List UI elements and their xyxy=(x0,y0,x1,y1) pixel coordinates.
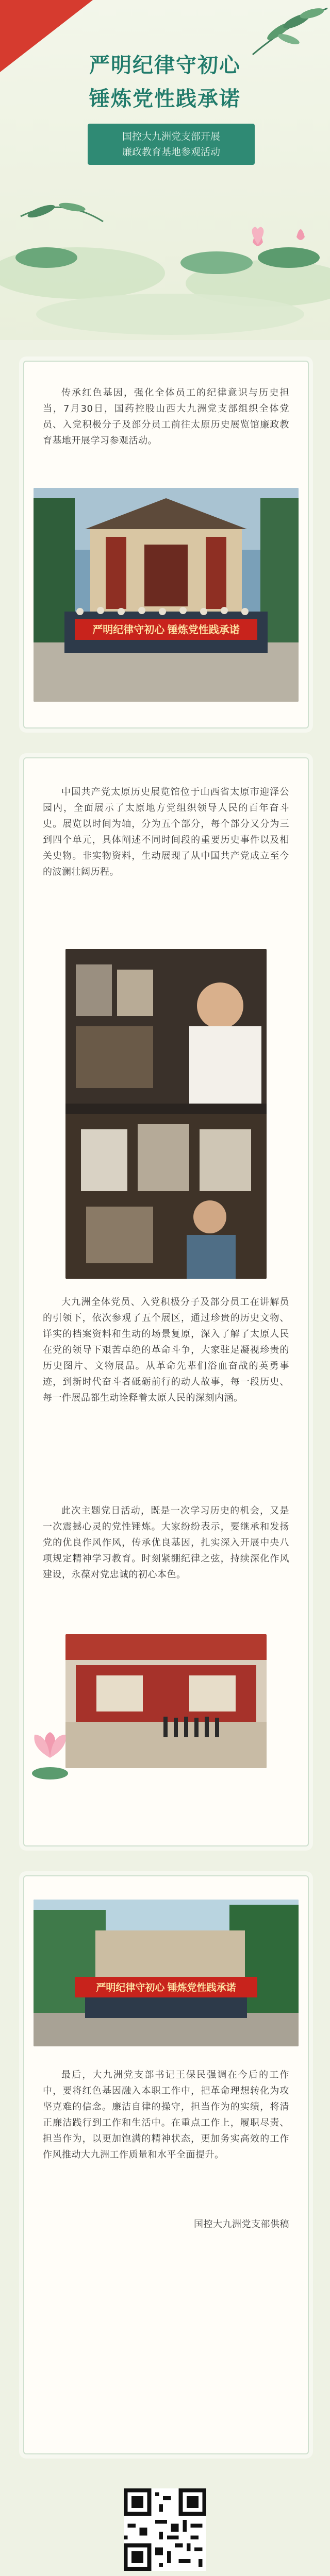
body-paragraph-2: 大九洲全体党员、入党积极分子及部分员工在讲解员的引领下，依次参观了五个展区，通过珍贵的历史文物、详实的档案资料和生动的场景复原，深入了解了太原人民在党的领导下艰苦卓绝的革命斗争，大家驻足凝视珍贵的历史图片、文物展品。从革命先辈们浴血奋战的英勇事迹，到新时代奋斗者砥砺前行的动人故事，每一段历史、每一件展品都生动诠释着太原人民的深刻内涵。 xyxy=(43,1297,289,1403)
group-photo-1-image xyxy=(34,488,299,702)
group-photo-2-image xyxy=(34,1900,299,2046)
page-title-line2: 锤炼党性践承诺 xyxy=(89,87,241,110)
exhibition-hall-image xyxy=(65,1634,267,1768)
subtitle-line1: 国控大九洲党支部开展 xyxy=(122,131,220,142)
lotus-pond-illustration xyxy=(0,185,330,340)
exhibit-photo-image xyxy=(65,949,267,1279)
subtitle-line2: 廉政教育基地参观活动 xyxy=(122,146,220,158)
subtitle-box xyxy=(88,124,255,165)
intro-paragraph: 传承红色基因，强化全体员工的纪律意识与历史担当，7月30日，国药控股山西大九洲党支部组织全体党员、入党积极分子及部分员工前往太原历史展览馆廉政教育基地开展学习参观活动。 xyxy=(43,387,289,446)
exhibit-photo xyxy=(65,949,267,1279)
closing-card xyxy=(23,1875,309,2454)
lotus-flower-icon xyxy=(29,1727,76,1789)
group-photo-1 xyxy=(34,488,299,702)
group-photo-2 xyxy=(34,1900,299,2046)
header-banner xyxy=(0,0,330,340)
intro-card xyxy=(23,361,309,728)
closing-paragraph: 最后，大九洲党支部书记王保民强调在今后的工作中，要将红色基因融入本职工作中，把革命理想转化为攻坚克难的信念。廉洁自律的操守，担当作为的实绩，将清正廉洁践行到工作和生活中。在重点工作上，履职尽责、担当作为，以更加饱满的精神状态，更加务实高效的工作作风推动大九洲工作质量和水平全面提升。 xyxy=(43,2070,289,2160)
qr-code-icon xyxy=(124,2488,206,2571)
banner-text-1: 严明纪律守初心 锤炼党性践承诺 xyxy=(92,624,240,636)
content-card xyxy=(23,757,309,1846)
page-title-line1: 严明纪律守初心 xyxy=(89,54,241,77)
body-paragraph-3: 此次主题党日活动，既是一次学习历史的机会，又是一次震撼心灵的党性锤炼。大家纷纷表示，要继承和发扬党的优良作风作风，传承优良基因，扎实深入开展中央八项规定精神学习教育。时刻紧绷纪律之弦，持续深化作风建设，永葆对党忠诚的初心本色。 xyxy=(43,1505,289,1580)
signature: 国控大九洲党支部供稿 xyxy=(194,2219,289,2230)
banner-text-2: 严明纪律守初心 锤炼党性践承诺 xyxy=(96,1982,236,1993)
body-paragraph-1: 中国共产党太原历史展览馆位于山西省太原市迎泽公园内，全面展示了太原地方党组织领导人民的百年奋斗史。展览以时间为轴，分为五个部分，每个部分又分为三到四个单元，具体阐述不同时间段的重要历史事件以及相关史物。非实物资料，生动展现了从中国共产党成立至今的波澜壮阔历程。 xyxy=(43,787,289,877)
qr-code[interactable] xyxy=(124,2488,206,2571)
exhibition-hall-photo xyxy=(65,1634,267,1768)
